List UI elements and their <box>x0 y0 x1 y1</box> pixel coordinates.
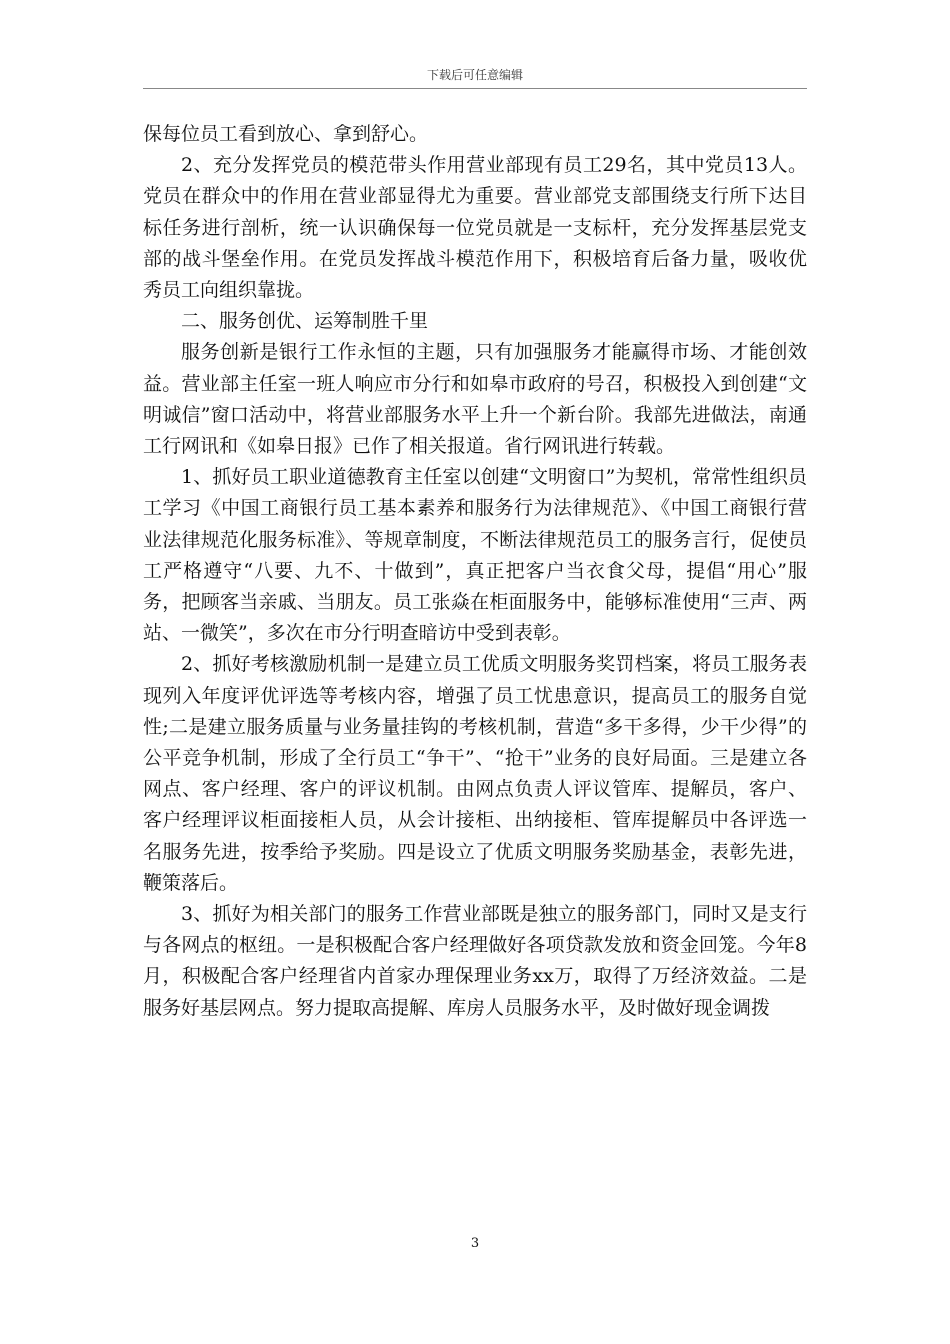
header-divider <box>143 88 807 89</box>
paragraph-party-members: 2、充分发挥党员的模范带头作用营业部现有员工29名，其中党员13人。党员在群众中的作用在营业部显得尤为重要。营业部党支部围绕支行所下达目标任务进行剖析，统一认识确保每一位党员就是一支标杆，充分发挥基层党支部的战斗堡垒作用。在党员发挥战斗模范作用下，积极培育后备力量，吸收优秀员工向组织靠拢。 <box>143 154 807 302</box>
paragraph-continuation: 保每位员工看到放心、拿到舒心。 <box>143 123 429 145</box>
page-number: 3 <box>470 1236 480 1251</box>
paragraph-department-service: 3、抓好为相关部门的服务工作营业部既是独立的服务部门，同时又是支行与各网点的枢纽。一是积极配合客户经理做好各项贷款发放和资金回笼。今年8月，积极配合客户经理省内首家办理保理业务xx万，取得了万经济效益。二是服务好基层网点。努力提取高提解、库房人员服务水平，及时做好现金调拨 <box>143 903 807 1019</box>
paragraph-ethics-education: 1、抓好员工职业道德教育主任室以创建“文明窗口”为契机，常常性组织员工学习《中国工商银行员工基本素养和服务行为法律规范》、《中国工商银行营业法律规范化服务标准》、等规章制度，不断法律规范员工的服务言行，促使员工严格遵守“八要、九不、十做到”，真正把客户当衣食父母，提倡“用心”服务，把顾客当亲戚、当朋友。员工张焱在柜面服务中，能够标准使用“三声、两站、一微笑”，多次在市分行明查暗访中受到表彰。 <box>143 466 807 645</box>
paragraph-incentive-mechanism: 2、抓好考核激励机制一是建立员工优质文明服务奖罚档案，将员工服务表现列入年度评优评选等考核内容，增强了员工忧患意识，提高员工的服务自觉性;二是建立服务质量与业务量挂钩的考核机制，营造“多干多得，少干少得”的公平竞争机制，形成了全行员工“争干”、“抢干”业务的良好局面。三是建立各网点、客户经理、客户的评议机制。由网点负责人评议管库、提解员，客户、客户经理评议柜面接柜人员，从会计接柜、出纳接柜、管库提解员中各评选一名服务先进，按季给予奖励。四是设立了优质文明服务奖励基金，表彰先进，鞭策落后。 <box>143 653 807 894</box>
page-header: 下载后可任意编辑 <box>426 68 523 82</box>
section-heading-service: 二、服务创优、运筹制胜千里 <box>181 310 429 333</box>
document-body <box>143 119 807 1024</box>
paragraph-service-innovation: 服务创新是银行工作永恒的主题，只有加强服务才能赢得市场、才能创效益。营业部主任室一班人响应市分行和如皋市政府的号召，积极投入到创建“文明诚信”窗口活动中，将营业部服务水平上升一个新台阶。我部先进做法，南通工行网讯和《如皋日报》已作了相关报道。省行网讯进行转载。 <box>143 341 807 458</box>
